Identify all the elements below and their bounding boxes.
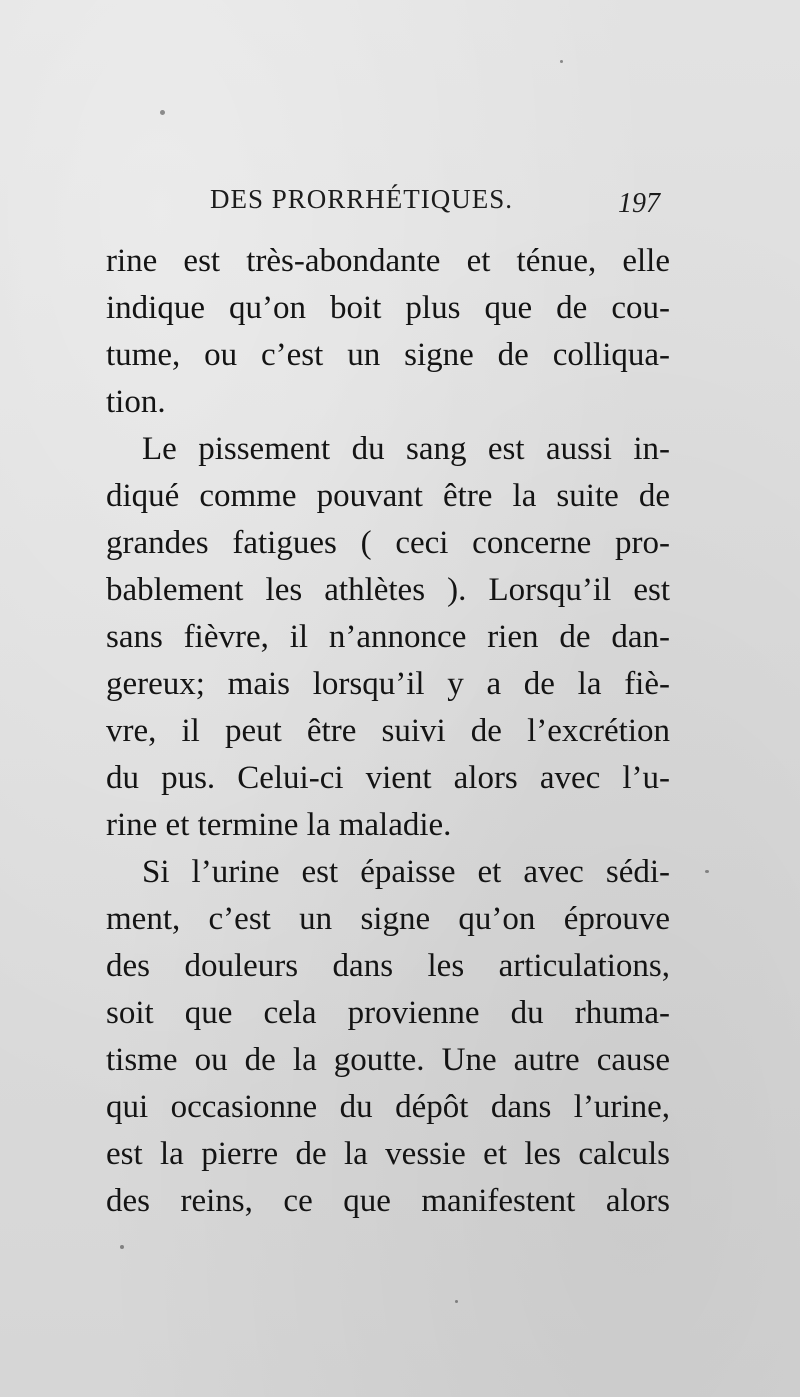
text-line: des reins, ce que manifestent alors [106, 1183, 670, 1219]
text-line: grandes fatigues ( ceci concerne pro- [106, 525, 670, 561]
running-head: DES PRORRHÉTIQUES. [210, 184, 514, 214]
page-header [210, 184, 660, 224]
paper-speck [120, 1245, 124, 1249]
text-line: tisme ou de la goutte. Une autre cause [106, 1042, 670, 1078]
text-line: diqué comme pouvant être la suite de [106, 478, 670, 514]
text-line: Si l’urine est épaisse et avec sédi- [142, 854, 670, 890]
paper-speck [455, 1300, 458, 1303]
text-line: rine et termine la maladie. [106, 807, 452, 843]
text-line: sans fièvre, il n’annonce rien de dan- [106, 619, 670, 655]
text-line: du pus. Celui-ci vient alors avec l’u- [106, 760, 670, 796]
text-line: bablement les athlètes ). Lorsqu’il est [106, 572, 670, 608]
text-line: qui occasionne du dépôt dans l’urine, [106, 1089, 670, 1125]
text-line: des douleurs dans les articulations, [106, 948, 670, 984]
paper-speck [705, 870, 709, 873]
paper-speck [160, 110, 165, 115]
text-line: Le pissement du sang est aussi in- [142, 431, 670, 467]
text-line: vre, il peut être suivi de l’excrétion [106, 713, 670, 749]
text-line: gereux; mais lorsqu’il y a de la fiè- [106, 666, 670, 702]
text-line: indique qu’on boit plus que de cou- [106, 290, 670, 326]
text-line: tume, ou c’est un signe de colliqua- [106, 337, 670, 373]
paper-speck [560, 60, 563, 63]
text-line: ment, c’est un signe qu’on éprouve [106, 901, 670, 937]
page-number: 197 [618, 188, 660, 219]
text-line: est la pierre de la vessie et les calculs [106, 1136, 670, 1172]
text-line: rine est très-abondante et ténue, elle [106, 243, 670, 279]
text-line: soit que cela provienne du rhuma- [106, 995, 670, 1031]
text-line: tion. [106, 384, 166, 420]
